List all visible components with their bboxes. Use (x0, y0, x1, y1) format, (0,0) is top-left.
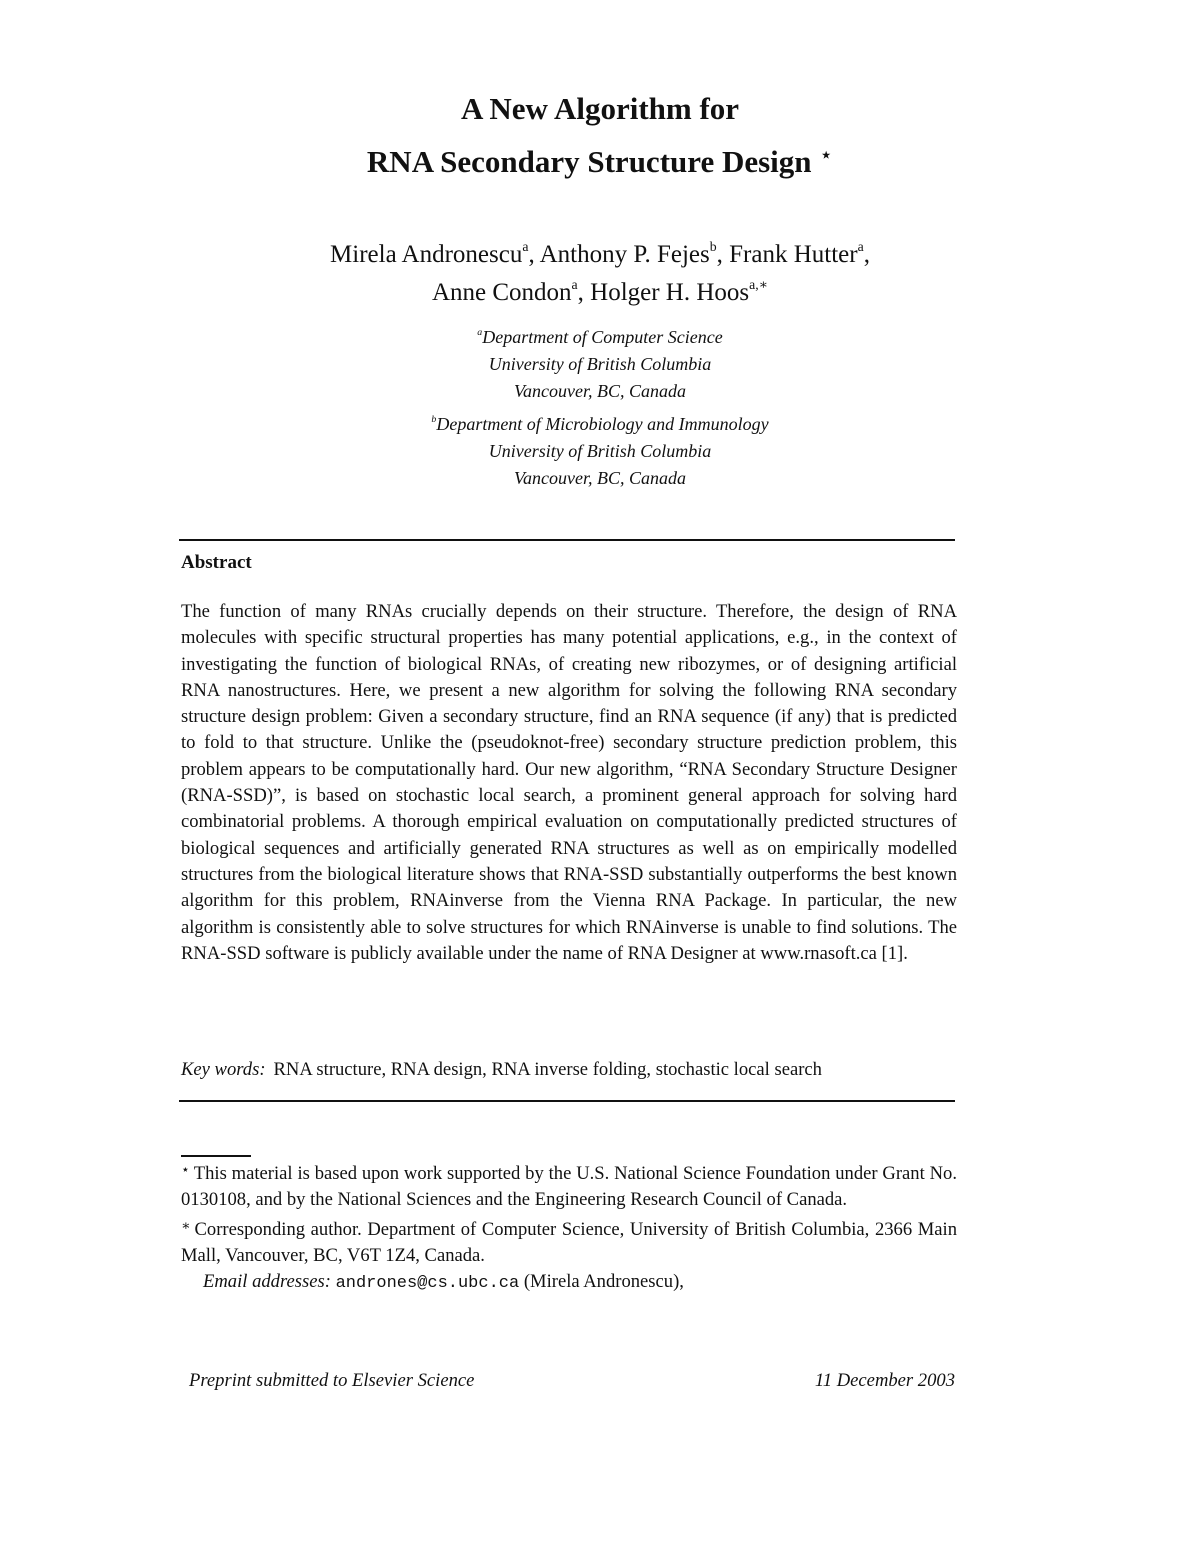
affiliation-mark: b (431, 414, 437, 426)
abstract-heading: Abstract (181, 552, 252, 573)
author-name: Anthony P. Fejes (539, 241, 710, 268)
abstract-bottom-rule (179, 1100, 955, 1102)
author-affil-mark: a (522, 239, 529, 254)
keywords-text: RNA structure, RNA design, RNA inverse folding, stochastic local search (273, 1059, 822, 1080)
author-affil-mark: a (857, 239, 864, 254)
affiliation-university: University of British Columbia (488, 441, 712, 461)
footnote-rule (181, 1155, 251, 1157)
footnote-star-mark: ⋆ (181, 1163, 190, 1178)
author-affil-mark: a (571, 277, 578, 292)
author-name: Holger H. Hoos (590, 279, 750, 306)
author-name: Frank Hutter (729, 241, 858, 268)
affiliation-department: Department of Microbiology and Immunology (436, 414, 769, 434)
affiliation-department: Department of Computer Science (482, 327, 723, 347)
affiliation-line (0, 324, 1200, 351)
author-list (0, 236, 1200, 312)
title-line-1: A New Algorithm for (460, 91, 740, 126)
keywords (181, 1059, 957, 1081)
author-affil-mark: a,∗ (749, 277, 769, 292)
abstract-top-rule (179, 539, 955, 541)
author-name: Anne Condon (431, 279, 572, 306)
email-address[interactable]: andrones@cs.ubc.ca (335, 1274, 520, 1294)
funding-footnote (181, 1158, 957, 1214)
email-owner: (Mirela Andronescu), (523, 1271, 684, 1293)
author-sep: , (528, 241, 540, 268)
corresponding-footnote-text: Corresponding author. Department of Computer Science, University of British Columbia, 2366 Main Mall, Vancouver, BC, V6T 1Z4, Canada. (181, 1218, 957, 1266)
email-footnote (181, 1269, 957, 1297)
footer-date: 11 December 2003 (814, 1370, 955, 1391)
footnote-asterisk-mark: ∗ (181, 1218, 191, 1234)
footer-preprint: Preprint submitted to Elsevier Science (189, 1370, 475, 1391)
keywords-label: Key words: (181, 1059, 266, 1080)
author-sep: , (863, 241, 870, 268)
funding-footnote-text: This material is based upon work supported by the U.S. National Science Foundation under Grant No. 0130108, and by the National Sciences and the Engineering Research Council of Canada. (181, 1163, 957, 1211)
affiliation-university: University of British Columbia (488, 354, 712, 374)
title-line-2-text: RNA Secondary Structure Design (366, 144, 812, 179)
corresponding-footnote (181, 1214, 957, 1270)
author-name: Mirela Andronescu (330, 241, 523, 268)
title-line-2 (0, 132, 1200, 185)
author-line-2 (0, 274, 1200, 312)
footnotes (181, 1158, 957, 1297)
affiliation-location: Vancouver, BC, Canada (514, 468, 686, 488)
paper-title (0, 86, 1200, 185)
email-label: Email addresses: (203, 1271, 331, 1293)
affiliation-b (0, 411, 1200, 492)
affiliation-a (0, 324, 1200, 405)
title-footnote-mark: ⋆ (819, 142, 834, 167)
author-affil-mark: b (709, 239, 717, 254)
affiliation-location: Vancouver, BC, Canada (514, 381, 686, 401)
author-line-1 (0, 236, 1200, 274)
author-sep: , (577, 279, 591, 306)
affiliation-line (0, 411, 1200, 438)
author-sep: , (716, 241, 730, 268)
abstract-text: The function of many RNAs crucially depends on their structure. Therefore, the design of RNA molecules with specific structural properties has many potential applications, e.g., in the context of investigating the function of biological RNAs, of creating new ribozymes, or of designing artificial RNA nanostructures. Here, we present a new algorithm for solving the following RNA secondary structure design problem: Given a secondary structure, find an RNA sequence (if any) that is predicted to fold to that structure. Unlike the (pseudoknot-free) secondary structure prediction problem, this problem appears to be computationally hard. Our new algorithm, “RNA Secondary Structure Designer (RNA-SSD)”, is based on stochastic local search, a prominent general approach for solving hard combinatorial problems. A thorough empirical evaluation on computationally predicted structures of biological sequences and artificially generated RNA structures as well as on empirically modelled structures from the biological literature shows that RNA-SSD substantially outperforms the best known algorithm for this problem, RNAinverse from the Vienna RNA Package. In particular, the new algorithm is consistently able to solve structures for which RNAinverse is unable to find solutions. The RNA-SSD software is publicly available under the name of RNA Designer at www.rnasoft.ca [1]. (181, 601, 957, 964)
affiliation-mark: a (477, 327, 483, 339)
